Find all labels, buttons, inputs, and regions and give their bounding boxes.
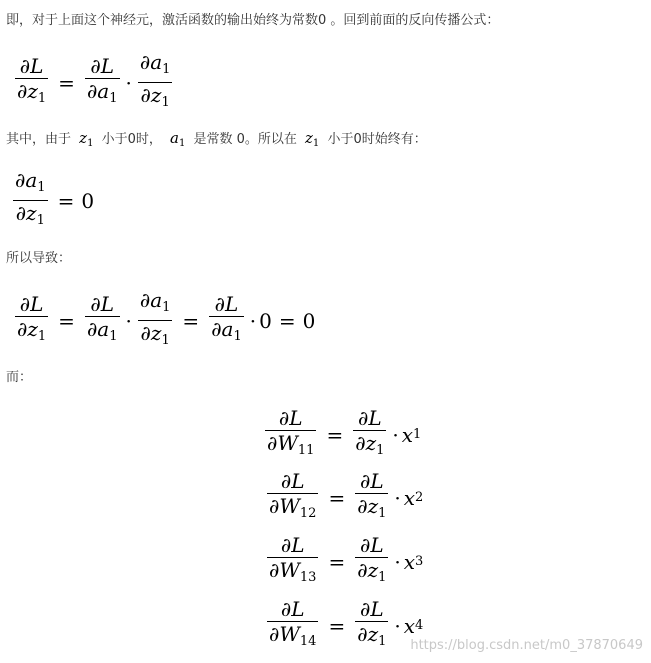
fraction-dL-dz1: $\frac{\partial L}{\partial z_1}$ xyxy=(17,54,47,106)
fraction-dL-da1-b: $\frac{\partial L}{\partial a_1}$ xyxy=(86,292,118,344)
fraction-dL-dW: $\frac{\partial L}{\partial W_{14}}$ xyxy=(269,597,317,649)
paragraph-explanation: 其中，由于 $z_1$ 小于0时， $a_1$ 是常数 0。所以在 $z_1$ 小于0时始终有： xyxy=(6,129,427,149)
fraction-da1-dz1-zero: $\frac{\partial a_1}{\partial z_1}$ xyxy=(15,168,46,228)
paragraph-intro: 即，对于上面这个神经元，激活函数的输出始终为常数0 。回到前面的反向传播公式： xyxy=(6,13,500,28)
math-a1: $a_1$ xyxy=(170,129,186,149)
fraction-da1-dz1: $\frac{\partial a_1}{\partial z_1}$ xyxy=(139,50,171,110)
paragraph-weights-intro: 而： xyxy=(6,370,33,385)
fraction-dL-dz1-b: $\frac{\partial L}{\partial z_1}$ xyxy=(17,292,47,344)
equation-dW14: $\frac{\partial L}{\partial W_{14}}$ = $\frac{\partial L}{\partial z_1}$ · x 4 xyxy=(264,597,423,654)
fraction-da1-dz1-b: $\frac{\partial a_1}{\partial z_1}$ xyxy=(139,288,171,348)
fraction-dL-dz1-w: $\frac{\partial L}{\partial z_1}$ xyxy=(357,597,387,649)
equation-chain-rule: $\frac{\partial L}{\partial z_1}$ = $\frac{\partial L}{\partial a_1}$ · $\frac{\partial a_1}{\partial z_1}$ xyxy=(12,50,175,115)
fraction-dL-dz1-w: $\frac{\partial L}{\partial z_1}$ xyxy=(355,406,385,458)
math-z1: $z_1$ xyxy=(79,129,94,149)
watermark: https://blog.csdn.net/m0_37870649 xyxy=(410,638,643,653)
equation-dW11: $\frac{\partial L}{\partial W_{11}}$ = $\frac{\partial L}{\partial z_1}$ · x 1 xyxy=(262,406,421,463)
fraction-dL-dz1-w: $\frac{\partial L}{\partial z_1}$ xyxy=(357,469,387,521)
fraction-dL-da1-c: $\frac{\partial L}{\partial a_1}$ xyxy=(211,292,242,344)
fraction-dL-dz1-w: $\frac{\partial L}{\partial z_1}$ xyxy=(357,533,387,585)
fraction-dL-dW: $\frac{\partial L}{\partial W_{13}}$ xyxy=(269,533,317,585)
equation-dW12: $\frac{\partial L}{\partial W_{12}}$ = $\frac{\partial L}{\partial z_1}$ · x 2 xyxy=(264,469,423,526)
equation-derivative-zero: $\frac{\partial a_1}{\partial z_1}$ = 0 xyxy=(10,168,94,233)
fraction-dL-dW: $\frac{\partial L}{\partial W_{11}}$ xyxy=(267,406,315,458)
equation-dW13: $\frac{\partial L}{\partial W_{13}}$ = $\frac{\partial L}{\partial z_1}$ · x 3 xyxy=(264,533,423,590)
fraction-dL-dW: $\frac{\partial L}{\partial W_{12}}$ xyxy=(269,469,317,521)
math-z1-second: $z_1$ xyxy=(305,129,320,149)
fraction-dL-da1: $\frac{\partial L}{\partial a_1}$ xyxy=(86,54,118,106)
equation-gradient-zero: $\frac{\partial L}{\partial z_1}$ = $\frac{\partial L}{\partial a_1}$ · $\frac{\partial a_1}{\partial z_1}$ = $\frac{\partial L}{\partial a_1}$ · 0 = 0 xyxy=(12,288,315,353)
paragraph-result-intro: 所以导致： xyxy=(6,251,72,266)
